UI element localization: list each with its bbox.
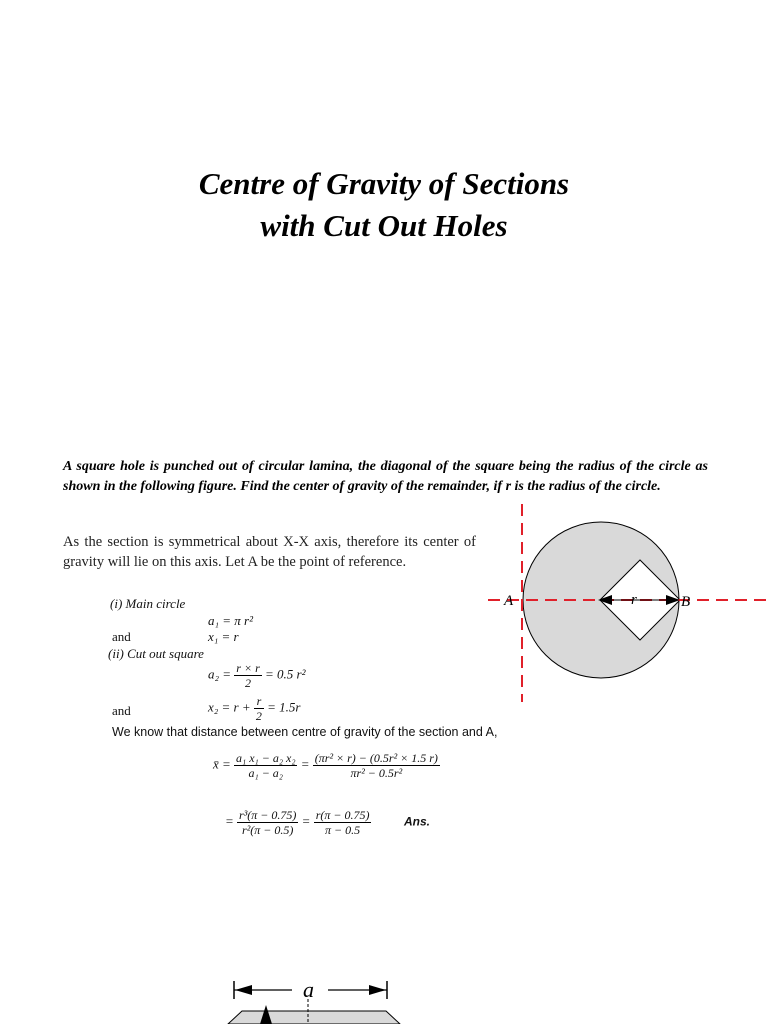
step-1-label-text: (i) Main circle: [110, 596, 186, 611]
dimension-label-a: a: [303, 977, 314, 1002]
a2-denominator: 2: [245, 676, 252, 690]
and-label-1: and: [112, 629, 131, 644]
step-1-label: [110, 596, 185, 612]
step-2-label: [108, 646, 204, 662]
circle-with-square-hole-figure: [480, 500, 768, 705]
x2-fraction: [254, 694, 264, 723]
intro-paragraph: As the section is symmetrical about X-X axis, therefore its center of gravity will lie on this axis. Let A be the point of reference.: [63, 534, 476, 570]
arrow-right-icon: [369, 985, 386, 995]
answer-label: Ans.: [403, 814, 430, 829]
xbar-denominator-1: a₁ − a₂: [248, 766, 283, 780]
step-2-label-text: (ii) Cut out square: [108, 646, 204, 661]
a2-fraction: [234, 661, 261, 690]
and-label-2: and: [112, 703, 131, 718]
a2-lhs: a₂ =: [208, 666, 232, 682]
equation-x1: x₁ = r: [208, 629, 239, 644]
title-line-1: Centre of Gravity of Sections: [198, 166, 570, 201]
point-b-label: B: [681, 594, 691, 610]
x2-lhs: x₂ = r +: [208, 699, 251, 715]
equals-sign-3: =: [301, 813, 311, 829]
xbar-numerator-1: a₁ x₁ − a₂ x₂: [236, 751, 296, 765]
equals-sign-2: =: [225, 813, 234, 829]
result-denominator-2: π − 0.5: [325, 823, 361, 837]
x2-rhs: = 1.5r: [267, 699, 301, 715]
xbar-fraction-1: [234, 751, 297, 780]
arrow-left-icon: [235, 985, 252, 995]
result-fraction-2: [314, 808, 372, 837]
equation-x2: [208, 694, 301, 723]
radius-label: r: [631, 592, 637, 608]
xbar-fraction-2: [313, 751, 440, 780]
xbar-denominator-2: πr² − 0.5r²: [350, 766, 403, 780]
result-equation: [225, 808, 430, 837]
xbar-lhs: x̄ =: [213, 756, 231, 772]
a2-numerator: r × r: [236, 661, 260, 675]
x2-denominator: 2: [255, 709, 262, 723]
a2-rhs: = 0.5 r²: [264, 666, 306, 682]
x2-numerator: r: [254, 694, 264, 709]
problem-statement: A square hole is punched out of circular lamina, the diagonal of the square being the radius of the circle as shown in the following figure. Find the center of gravity of the remainder, if r is the radius of the circle.: [63, 459, 708, 494]
result-denominator-1: r²(π − 0.5): [242, 823, 294, 837]
xbar-equation: [213, 751, 440, 780]
trapezoid-figure: [220, 975, 410, 1024]
page-title: [0, 163, 768, 247]
point-a-label: A: [504, 593, 514, 609]
trapezoid-shape: [228, 1011, 400, 1024]
title-line-2: with Cut Out Holes: [260, 208, 508, 243]
xbar-numerator-2: (πr² × r) − (0.5r² × 1.5 r): [314, 751, 438, 765]
result-numerator-2: r(π − 0.75): [315, 808, 370, 822]
result-fraction-1: [237, 808, 298, 837]
equals-sign-1: =: [300, 756, 310, 772]
equation-a1: a₁ = π r²: [208, 613, 254, 628]
distance-text: We know that distance between centre of gravity of the section and A,: [112, 725, 498, 739]
result-numerator-1: r³(π − 0.75): [239, 808, 297, 822]
equation-a2: [208, 661, 305, 690]
